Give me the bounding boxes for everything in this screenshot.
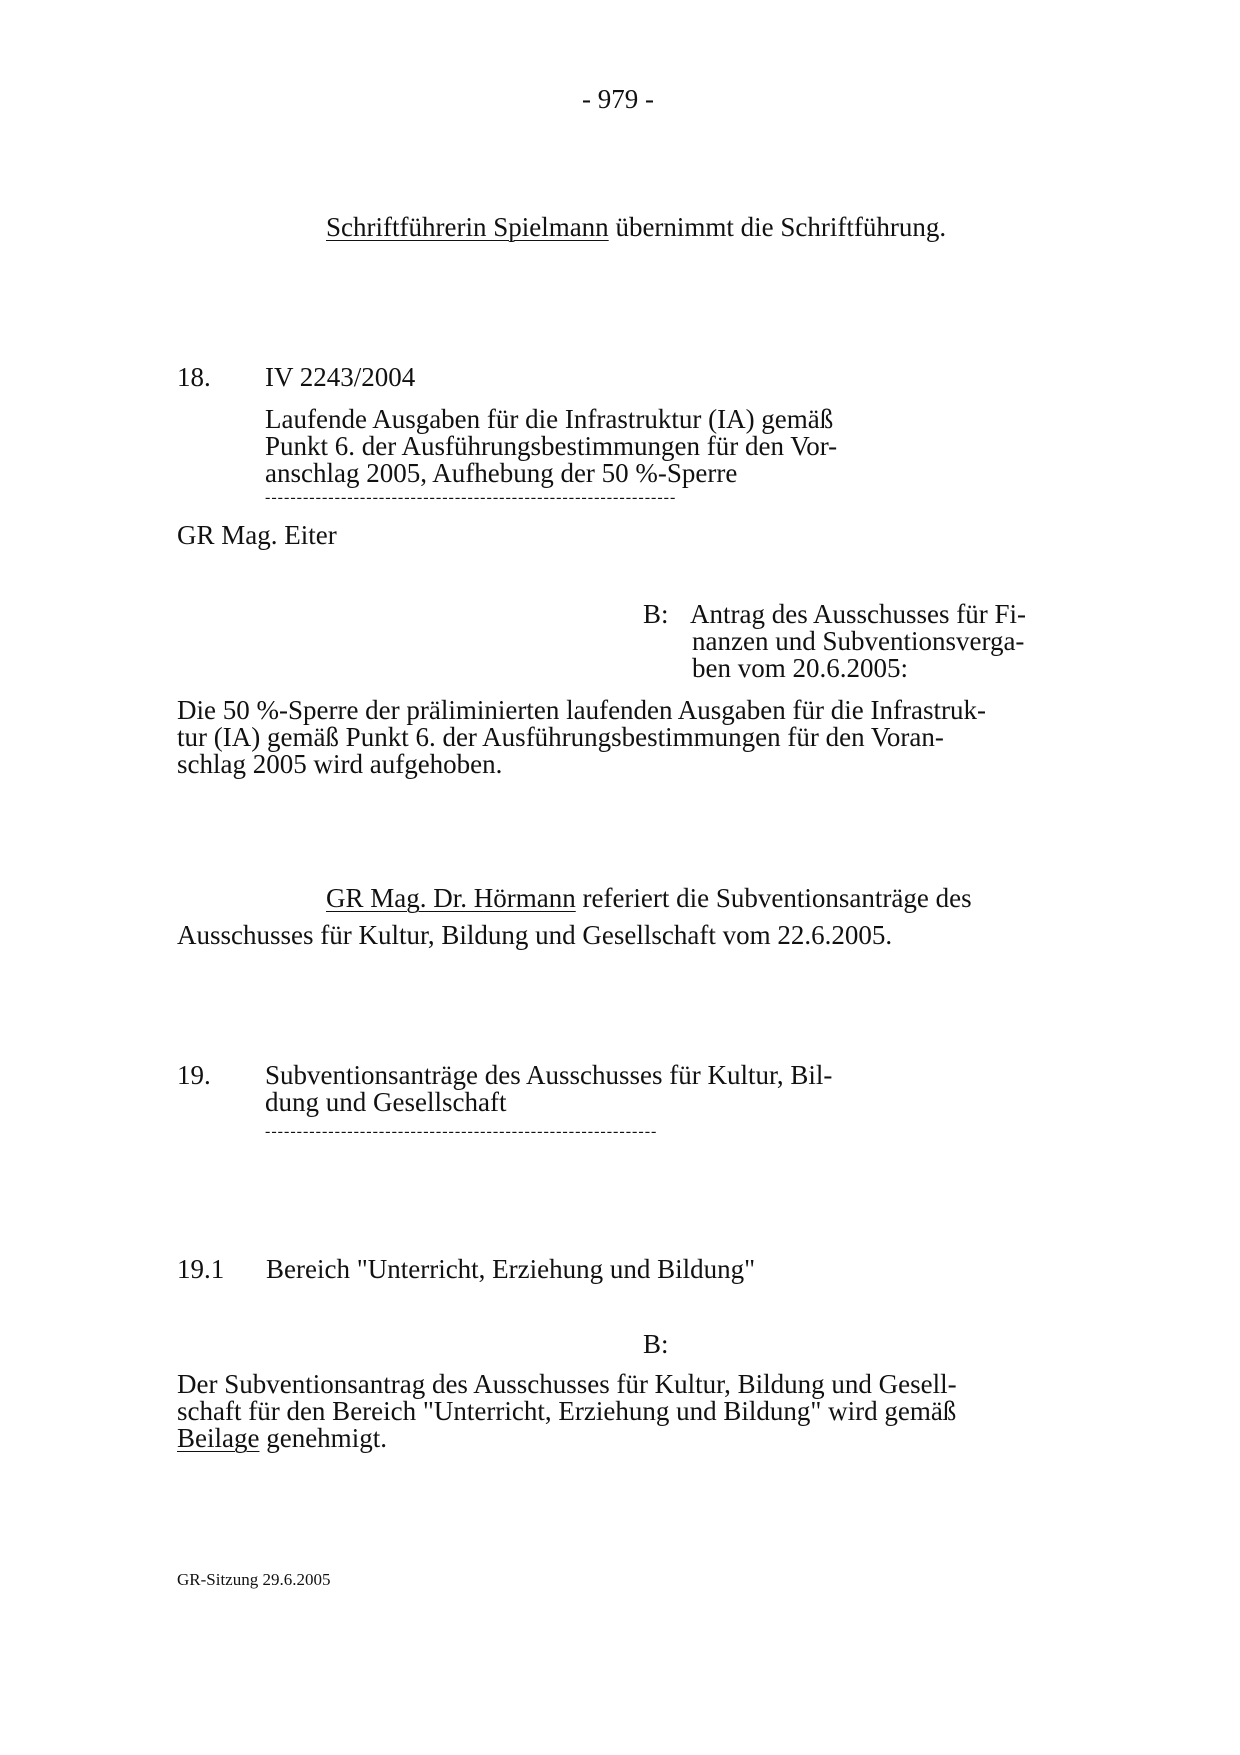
- item-19-1-decision-rest: genehmigt.: [259, 1423, 387, 1453]
- item-18-motion-line: Antrag des Ausschusses für Fi-: [690, 599, 1026, 629]
- intro-line: [326, 214, 946, 241]
- item-19-title-line: dung und Gesellschaft: [265, 1087, 507, 1117]
- report-text-1: referiert die Subventionsanträge des: [575, 883, 972, 913]
- item-18-decision-line: tur (IA) gemäß Punkt 6. der Ausführungsbestimmungen für den Voran-: [177, 722, 944, 752]
- item-18-code: IV 2243/2004: [265, 362, 416, 392]
- item-18-motion: [690, 601, 1026, 682]
- item-19-title-line: Subventionsanträge des Ausschusses für Kultur, Bil-: [265, 1060, 833, 1090]
- intro-name: Schriftführerin Spielmann: [326, 212, 609, 242]
- item-18-title-line: Laufende Ausgaben für die Infrastruktur (IA) gemäß: [265, 404, 834, 434]
- item-19-separator: --------------------------------------------------------------: [265, 1124, 658, 1140]
- report-name: GR Mag. Dr. Hörmann: [326, 883, 576, 913]
- report-line-2: Ausschusses für Kultur, Bildung und Gesellschaft vom 22.6.2005.: [177, 920, 893, 950]
- item-18-decision-line: Die 50 %-Sperre der präliminierten laufenden Ausgaben für die Infrastruk-: [177, 695, 986, 725]
- footer-session-date: GR-Sitzung 29.6.2005: [177, 1570, 331, 1589]
- beilage-link: Beilage: [177, 1423, 260, 1453]
- item-18-decision-line: schlag 2005 wird aufgehoben.: [177, 749, 503, 779]
- item-18-separator: -----------------------------------------------------------------: [265, 490, 677, 506]
- item-19-number: 19.: [177, 1060, 211, 1090]
- item-19-title: [265, 1062, 832, 1116]
- item-18-speaker: GR Mag. Eiter: [177, 520, 337, 550]
- item-19-1-decision-label: B:: [643, 1329, 669, 1359]
- item-18-number: 18.: [177, 362, 211, 392]
- page-number: - 979 -: [582, 84, 654, 114]
- item-19-1-title: Bereich "Unterricht, Erziehung und Bildung": [266, 1254, 756, 1284]
- item-18-title: [265, 406, 837, 487]
- item-18-motion-line: ben vom 20.6.2005:: [692, 653, 908, 683]
- item-18-decision: [177, 697, 986, 778]
- item-19-1-decision: [177, 1371, 957, 1452]
- item-19-1-decision-line-3: [177, 1425, 957, 1452]
- intro-text: übernimmt die Schriftführung.: [608, 212, 947, 242]
- report-line-1: [326, 885, 972, 912]
- item-19-1-decision-line: Der Subventionsantrag des Ausschusses für Kultur, Bildung und Gesell-: [177, 1369, 957, 1399]
- item-19-1-decision-line: schaft für den Bereich "Unterricht, Erziehung und Bildung" wird gemäß: [177, 1396, 957, 1426]
- item-18-title-line: Punkt 6. der Ausführungsbestimmungen für den Vor-: [265, 431, 838, 461]
- item-18-decision-label: B:: [643, 599, 669, 629]
- item-18-title-line: anschlag 2005, Aufhebung der 50 %-Sperre: [265, 458, 738, 488]
- item-19-1-number: 19.1: [177, 1254, 225, 1284]
- item-18-motion-line: nanzen und Subventionsverga-: [692, 626, 1025, 656]
